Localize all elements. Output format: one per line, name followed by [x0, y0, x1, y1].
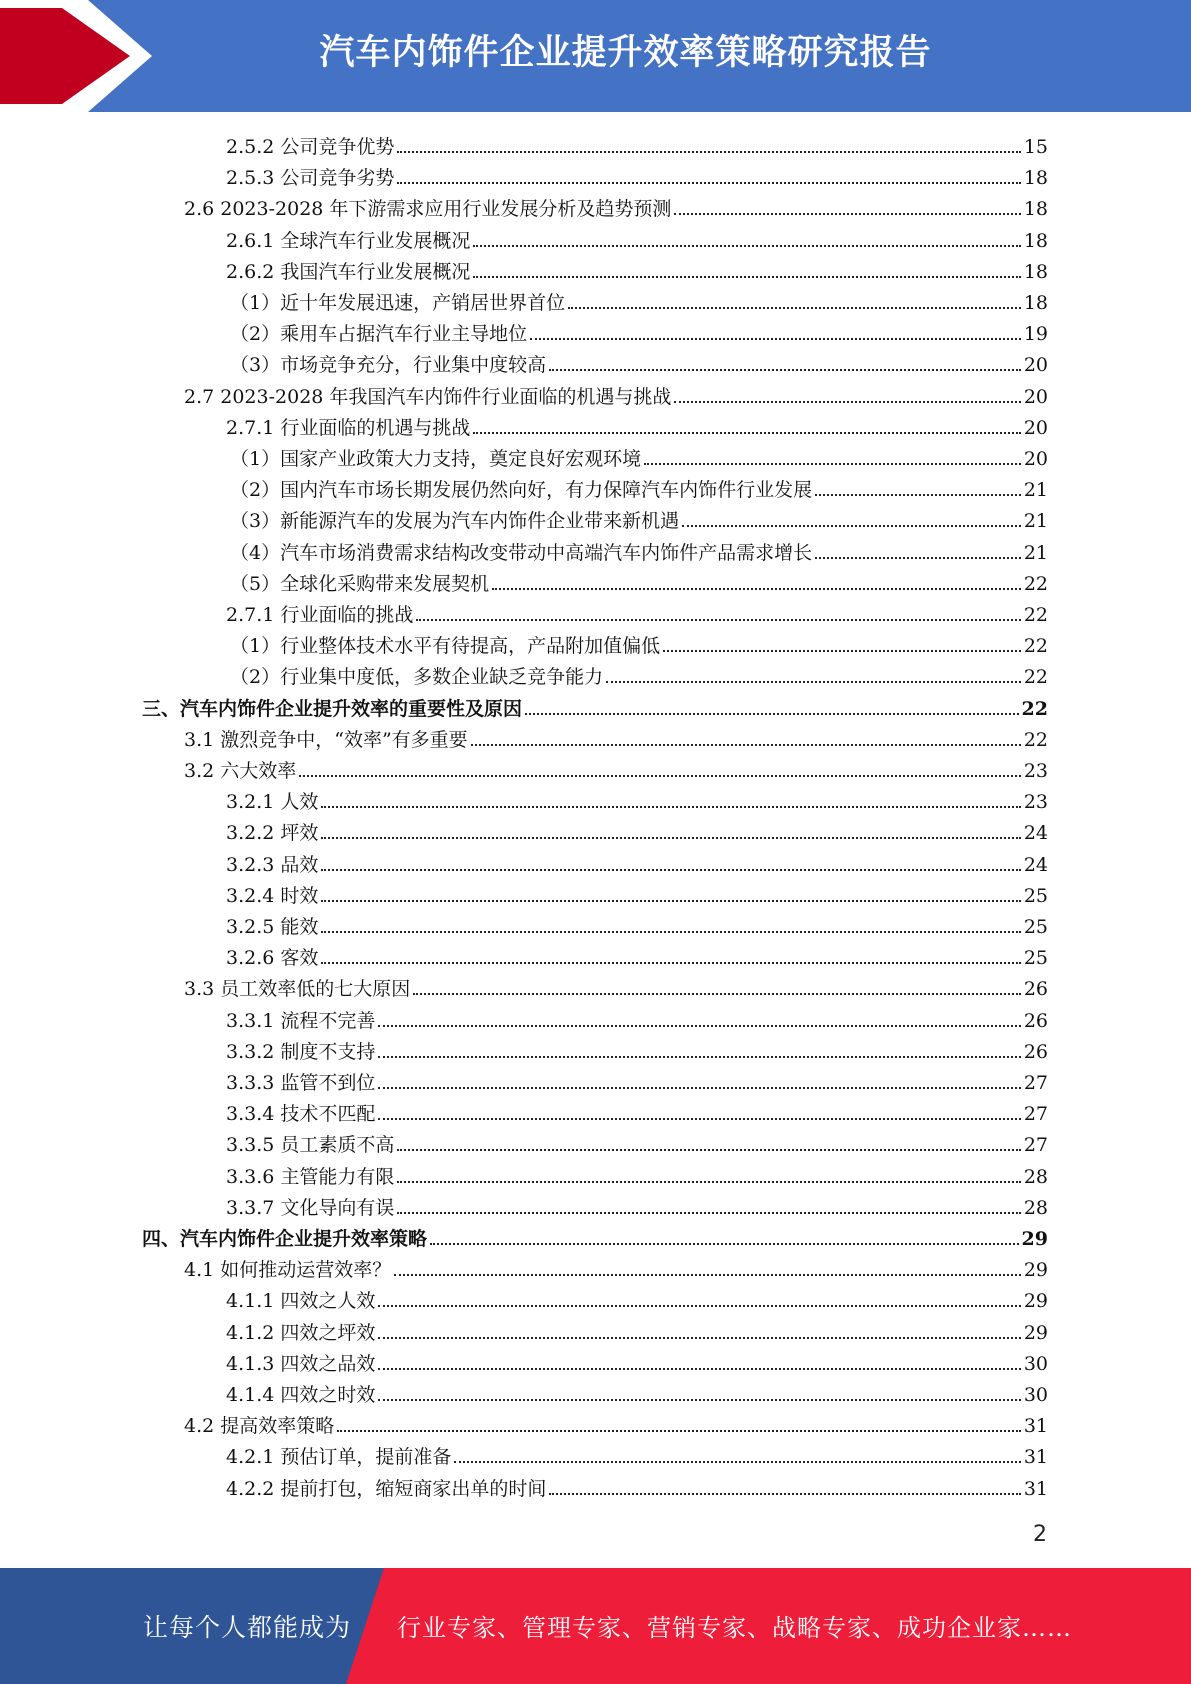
toc-entry-page: 23 [1023, 760, 1048, 782]
toc-entry-page: 22 [1023, 666, 1048, 689]
toc-entry-page: 15 [1023, 136, 1048, 158]
toc-leader-dots [525, 713, 1019, 715]
toc-entry-label: 4.2.1 预估订单，提前准备 [226, 1446, 452, 1469]
toc-entry-label: 3.3.1 流程不完善 [226, 1009, 376, 1032]
toc-entry[interactable] [184, 190, 1048, 221]
toc-entry-page: 27 [1023, 1072, 1048, 1094]
toc-entry-label: 2.7.1 行业面临的机遇与挑战 [226, 416, 471, 439]
report-title: 汽车内饰件企业提升效率策略研究报告 [319, 33, 932, 73]
toc-leader-dots [397, 182, 1020, 184]
toc-entry[interactable] [230, 346, 1048, 377]
toc-leader-dots [473, 276, 1020, 278]
toc-entry[interactable] [230, 534, 1048, 565]
toc-entry-label: （1）近十年发展迅速，产销居世界首位 [230, 292, 566, 314]
toc-leader-dots [378, 1056, 1020, 1058]
toc-leader-dots [530, 338, 1021, 340]
toc-entry[interactable] [230, 658, 1048, 689]
toc-leader-dots [674, 401, 1020, 403]
toc-leader-dots [682, 525, 1021, 527]
toc-entry-label: 4.1 如何推动运营效率？ [184, 1259, 392, 1282]
toc-leader-dots [568, 307, 1021, 309]
toc-entry[interactable] [226, 222, 1048, 253]
toc-entry-label: 4.1.2 四效之坪效 [226, 1321, 376, 1344]
toc-leader-dots [473, 432, 1020, 434]
toc-entry-label: 4.2 提高效率策略 [184, 1415, 335, 1438]
toc-entry-label: 3.2.1 人效 [226, 791, 319, 814]
toc-entry[interactable] [226, 128, 1048, 159]
toc-leader-dots [378, 1337, 1020, 1339]
toc-entry-page: 18 [1023, 198, 1048, 221]
toc-entry[interactable] [226, 1470, 1048, 1501]
toc-entry-label: 3.1 激烈竞争中，“效率”有多重要 [184, 728, 468, 751]
toc-entry-label: 4.1.1 四效之人效 [226, 1290, 376, 1313]
toc-leader-dots [394, 1274, 1021, 1276]
toc-entry-page: 20 [1023, 448, 1048, 470]
toc-entry[interactable] [226, 1314, 1048, 1345]
toc-entry-page: 21 [1023, 510, 1048, 533]
toc-leader-dots [378, 1025, 1020, 1027]
toc-leader-dots [454, 1461, 1020, 1463]
toc-entry-page: 31 [1023, 1477, 1048, 1500]
toc-entry-label: 3.3.3 监管不到位 [226, 1072, 376, 1094]
toc-entry[interactable] [226, 908, 1048, 939]
toc-entry-label: 2.7.1 行业面临的挑战 [226, 604, 414, 626]
toc-entry[interactable] [226, 159, 1048, 190]
toc-entry[interactable] [226, 814, 1048, 845]
toc-entry-label: （1）国家产业政策大力支持，奠定良好宏观环境 [230, 448, 642, 470]
toc-entry-page: 24 [1023, 822, 1048, 845]
toc-entry[interactable] [184, 1251, 1048, 1282]
toc-entry-page: 27 [1023, 1103, 1048, 1126]
toc-leader-dots [815, 557, 1021, 559]
toc-leader-dots [815, 494, 1021, 496]
toc-entry-page: 30 [1023, 1384, 1048, 1406]
toc-entry[interactable] [230, 565, 1048, 596]
toc-entry-page: 18 [1023, 229, 1048, 252]
toc-entry-label: 3.2.4 时效 [226, 884, 319, 907]
toc-entry-page: 27 [1023, 1134, 1048, 1157]
toc-leader-dots [492, 588, 1021, 590]
footer-slogan-left: 让每个人都能成为 [143, 1613, 352, 1642]
toc-leader-dots [378, 1305, 1020, 1307]
toc-entry[interactable] [226, 253, 1048, 284]
toc-entry-page: 22 [1023, 635, 1048, 658]
toc-leader-dots [663, 650, 1021, 652]
toc-entry[interactable] [226, 409, 1048, 440]
toc-entry-page: 24 [1023, 853, 1048, 876]
toc-entry-label: 3.3.6 主管能力有限 [226, 1165, 395, 1188]
toc-entry-page: 18 [1023, 260, 1048, 283]
toc-leader-dots [413, 993, 1021, 995]
toc-entry[interactable] [184, 721, 1048, 752]
toc-entry-page: 25 [1023, 916, 1048, 938]
toc-entry[interactable] [226, 1002, 1048, 1033]
toc-entry[interactable] [226, 1064, 1048, 1095]
toc-entry[interactable] [226, 783, 1048, 814]
toc-leader-dots [644, 463, 1021, 465]
toc-leader-dots [416, 619, 1020, 621]
toc-entry-label: 2.7 2023-2028 年我国汽车内饰件行业面临的机遇与挑战 [184, 385, 672, 408]
toc-entry-page: 29 [1023, 1290, 1048, 1313]
toc-entry[interactable] [230, 627, 1048, 658]
toc-leader-dots [321, 900, 1020, 902]
toc-entry-label: 3.3.2 制度不支持 [226, 1040, 376, 1063]
toc-entry[interactable] [226, 1376, 1048, 1407]
toc-entry[interactable] [226, 877, 1048, 908]
toc-entry-page: 19 [1023, 323, 1048, 346]
toc-leader-dots [397, 1212, 1020, 1214]
toc-entry-page: 29 [1023, 1321, 1048, 1344]
toc-entry-label: （2）国内汽车市场长期发展仍然向好，有力保障汽车内饰件行业发展 [230, 479, 813, 502]
toc-entry-page: 29 [1021, 1228, 1048, 1250]
toc-entry-label: 3.3.7 文化导向有误 [226, 1196, 395, 1219]
toc-leader-dots [606, 681, 1021, 683]
toc-entry-page: 21 [1023, 479, 1048, 502]
toc-entry-label: 三、汽车内饰件企业提升效率的重要性及原因 [142, 697, 523, 720]
toc-entry-page: 26 [1023, 978, 1048, 1001]
toc-entry[interactable] [226, 1126, 1048, 1157]
toc-leader-dots [471, 744, 1021, 746]
toc-leader-dots [321, 869, 1020, 871]
toc-leader-dots [321, 931, 1020, 933]
toc-entry-label: 四、汽车内饰件企业提升效率策略 [142, 1228, 428, 1250]
toc-entry-page: 21 [1023, 541, 1048, 564]
toc-entry-page: 28 [1023, 1196, 1048, 1219]
toc-entry-label: 2.6.2 我国汽车行业发展概况 [226, 260, 471, 283]
toc-entry-page: 26 [1023, 1040, 1048, 1063]
toc-entry-label: （1）行业整体技术水平有待提高，产品附加值偏低 [230, 635, 661, 658]
toc-entry[interactable] [226, 1033, 1048, 1064]
toc-leader-dots [549, 1493, 1020, 1495]
toc-entry[interactable] [226, 596, 1048, 627]
toc-entry-label: 2.6 2023-2028 年下游需求应用行业发展分析及趋势预测 [184, 198, 672, 221]
toc-entry[interactable] [230, 315, 1048, 346]
toc-entry-page: 22 [1023, 728, 1048, 751]
page-number: 2 [1033, 1522, 1047, 1547]
toc-leader-dots [321, 806, 1020, 808]
toc-entry-label: 2.6.1 全球汽车行业发展概况 [226, 229, 471, 252]
toc-entry-label: （3）市场竞争充分，行业集中度较高 [230, 354, 547, 377]
toc-entry-label: 4.2.2 提前打包，缩短商家出单的时间 [226, 1477, 547, 1500]
toc-entry-page: 20 [1023, 354, 1048, 377]
page-header [0, 0, 1191, 112]
toc-leader-dots [378, 1399, 1020, 1401]
toc-entry[interactable] [226, 1189, 1048, 1220]
toc-entry-page: 18 [1023, 167, 1048, 190]
toc-entry-label: （2）乘用车占据汽车行业主导地位 [230, 323, 528, 346]
toc-entry-label: 3.2.5 能效 [226, 916, 319, 938]
toc-entry[interactable] [226, 939, 1048, 970]
toc-entry[interactable] [226, 1095, 1048, 1126]
toc-entry[interactable] [184, 752, 1048, 783]
toc-leader-dots [397, 1149, 1020, 1151]
toc-leader-dots [430, 1243, 1019, 1245]
toc-entry-label: 3.3.4 技术不匹配 [226, 1103, 376, 1126]
toc-entry[interactable] [184, 970, 1048, 1001]
toc-entry[interactable] [230, 502, 1048, 533]
toc-entry-page: 31 [1023, 1415, 1048, 1438]
toc-entry-label: 3.2 六大效率 [184, 760, 297, 782]
toc-entry[interactable] [226, 846, 1048, 877]
toc-entry[interactable] [226, 1158, 1048, 1189]
toc-entry-page: 25 [1023, 947, 1048, 970]
toc-entry[interactable] [226, 1438, 1048, 1469]
toc-entry[interactable] [226, 1282, 1048, 1313]
page-footer [0, 1568, 1191, 1684]
toc-entry[interactable] [230, 440, 1048, 471]
footer-slogan-right: 行业专家、管理专家、营销专家、战略专家、成功企业家…… [397, 1614, 1072, 1642]
toc-entry-label: 2.5.3 公司竞争劣势 [226, 167, 395, 190]
toc-entry[interactable] [142, 1220, 1048, 1251]
toc-leader-dots [397, 151, 1020, 153]
toc-entry-label: 4.1.3 四效之品效 [226, 1352, 376, 1375]
toc-entry[interactable] [230, 471, 1048, 502]
toc-entry-label: （5）全球化采购带来发展契机 [230, 572, 490, 595]
toc-entry-label: 3.3.5 员工素质不高 [226, 1134, 395, 1157]
toc-entry[interactable] [226, 1345, 1048, 1376]
toc-entry-label: 4.1.4 四效之时效 [226, 1384, 376, 1406]
toc-entry-label: 3.3 员工效率低的七大原因 [184, 978, 411, 1001]
toc-entry-page: 25 [1023, 884, 1048, 907]
toc-leader-dots [378, 1118, 1020, 1120]
toc-entry-page: 22 [1023, 604, 1048, 626]
toc-entry-label: 3.2.2 坪效 [226, 822, 319, 845]
toc-entry[interactable] [184, 1407, 1048, 1438]
toc-entry-page: 26 [1023, 1009, 1048, 1032]
toc-entry-page: 29 [1023, 1259, 1048, 1282]
toc-entry[interactable] [230, 284, 1048, 315]
toc-entry-page: 23 [1023, 791, 1048, 814]
toc-entry-page: 20 [1023, 416, 1048, 439]
toc-leader-dots [321, 837, 1020, 839]
toc-entry-label: 2.5.2 公司竞争优势 [226, 136, 395, 158]
toc-entry-page: 30 [1023, 1352, 1048, 1375]
toc-leader-dots [299, 775, 1021, 777]
toc-entry-label: 3.2.3 品效 [226, 853, 319, 876]
toc-leader-dots [378, 1087, 1020, 1089]
toc-entry-label: （3）新能源汽车的发展为汽车内饰件企业带来新机遇 [230, 510, 680, 533]
toc-entry[interactable] [184, 378, 1048, 409]
toc-leader-dots [337, 1430, 1021, 1432]
toc-leader-dots [321, 962, 1020, 964]
toc-entry-page: 22 [1023, 572, 1048, 595]
toc-entry-label: （2）行业集中度低，多数企业缺乏竞争能力 [230, 666, 604, 689]
toc-entry-page: 31 [1023, 1446, 1048, 1469]
toc-leader-dots [397, 1181, 1020, 1183]
toc-leader-dots [378, 1368, 1020, 1370]
toc-leader-dots [473, 245, 1020, 247]
toc-leader-dots [674, 213, 1020, 215]
toc-entry-page: 18 [1023, 292, 1048, 314]
toc-entry-page: 20 [1023, 385, 1048, 408]
toc-entry-label: 3.2.6 客效 [226, 947, 319, 970]
toc-entry-label: （4）汽车市场消费需求结构改变带动中高端汽车内饰件产品需求增长 [230, 541, 813, 564]
toc-entry[interactable] [142, 690, 1048, 721]
toc-entry-page: 28 [1023, 1165, 1048, 1188]
toc-entry-page: 22 [1021, 697, 1048, 720]
toc-leader-dots [549, 369, 1021, 371]
